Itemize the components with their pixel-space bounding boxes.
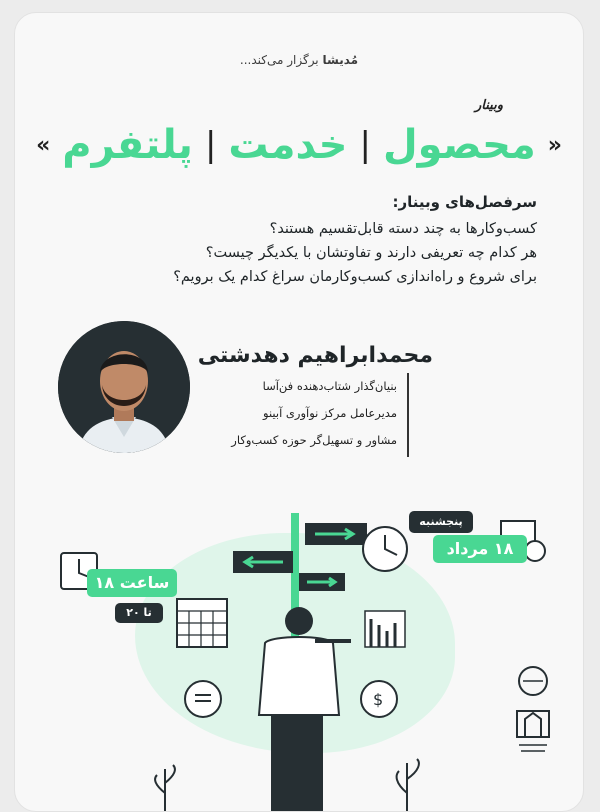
close-quote: » (36, 132, 51, 158)
university-logo-icon (517, 711, 549, 737)
topics-section (47, 193, 537, 289)
speaker-role: مدیرعامل مرکز نوآوری آبینو (263, 406, 397, 420)
webinar-title (15, 115, 583, 175)
topic-item: برای شروع و راه‌اندازی کسب‌وکارمان سراغ کدام یک برویم؟ (173, 269, 537, 285)
organizer-text: برگزار می‌کند... (239, 53, 319, 67)
speaker-photo (58, 321, 190, 453)
title-part-service: خدمت (228, 122, 348, 168)
date-badge: ۱۸ مرداد (433, 535, 527, 563)
title-separator: | (359, 125, 371, 165)
title-part-platform: پلتفرم (62, 122, 193, 168)
title-separator: | (204, 125, 217, 165)
speaker-name: محمدابراهیم دهدشتی (197, 343, 433, 368)
organizer-brand: مُدیشا (322, 53, 359, 67)
svg-text:$: $ (373, 690, 384, 709)
speaker-role: بنیان‌گذار شتاب‌دهنده فن‌آسا (262, 379, 397, 393)
weekday-badge: پنجشنبه (409, 511, 473, 533)
sponsor-logos (513, 663, 553, 767)
speaker-roles (205, 373, 409, 457)
organizer-line (15, 53, 583, 67)
topic-item: کسب‌وکارها به چند دسته قابل‌تقسیم هستند؟ (269, 221, 537, 237)
poster-card (14, 12, 584, 812)
speaker-role: مشاور و تسهیل‌گر حوزه کسب‌وکار (231, 433, 397, 447)
open-quote: « (547, 132, 562, 158)
event-type: وبینار (475, 98, 503, 113)
topic-item: هر کدام چه تعریفی دارند و تفاوتشان با یکدیگر چیست؟ (205, 245, 537, 261)
topics-heading: سرفصل‌های وبینار: (392, 193, 537, 211)
end-time-badge: تا ۲۰ (115, 603, 163, 623)
title-part-product: محصول (382, 122, 536, 168)
time-badge: ساعت ۱۸ (87, 569, 177, 597)
